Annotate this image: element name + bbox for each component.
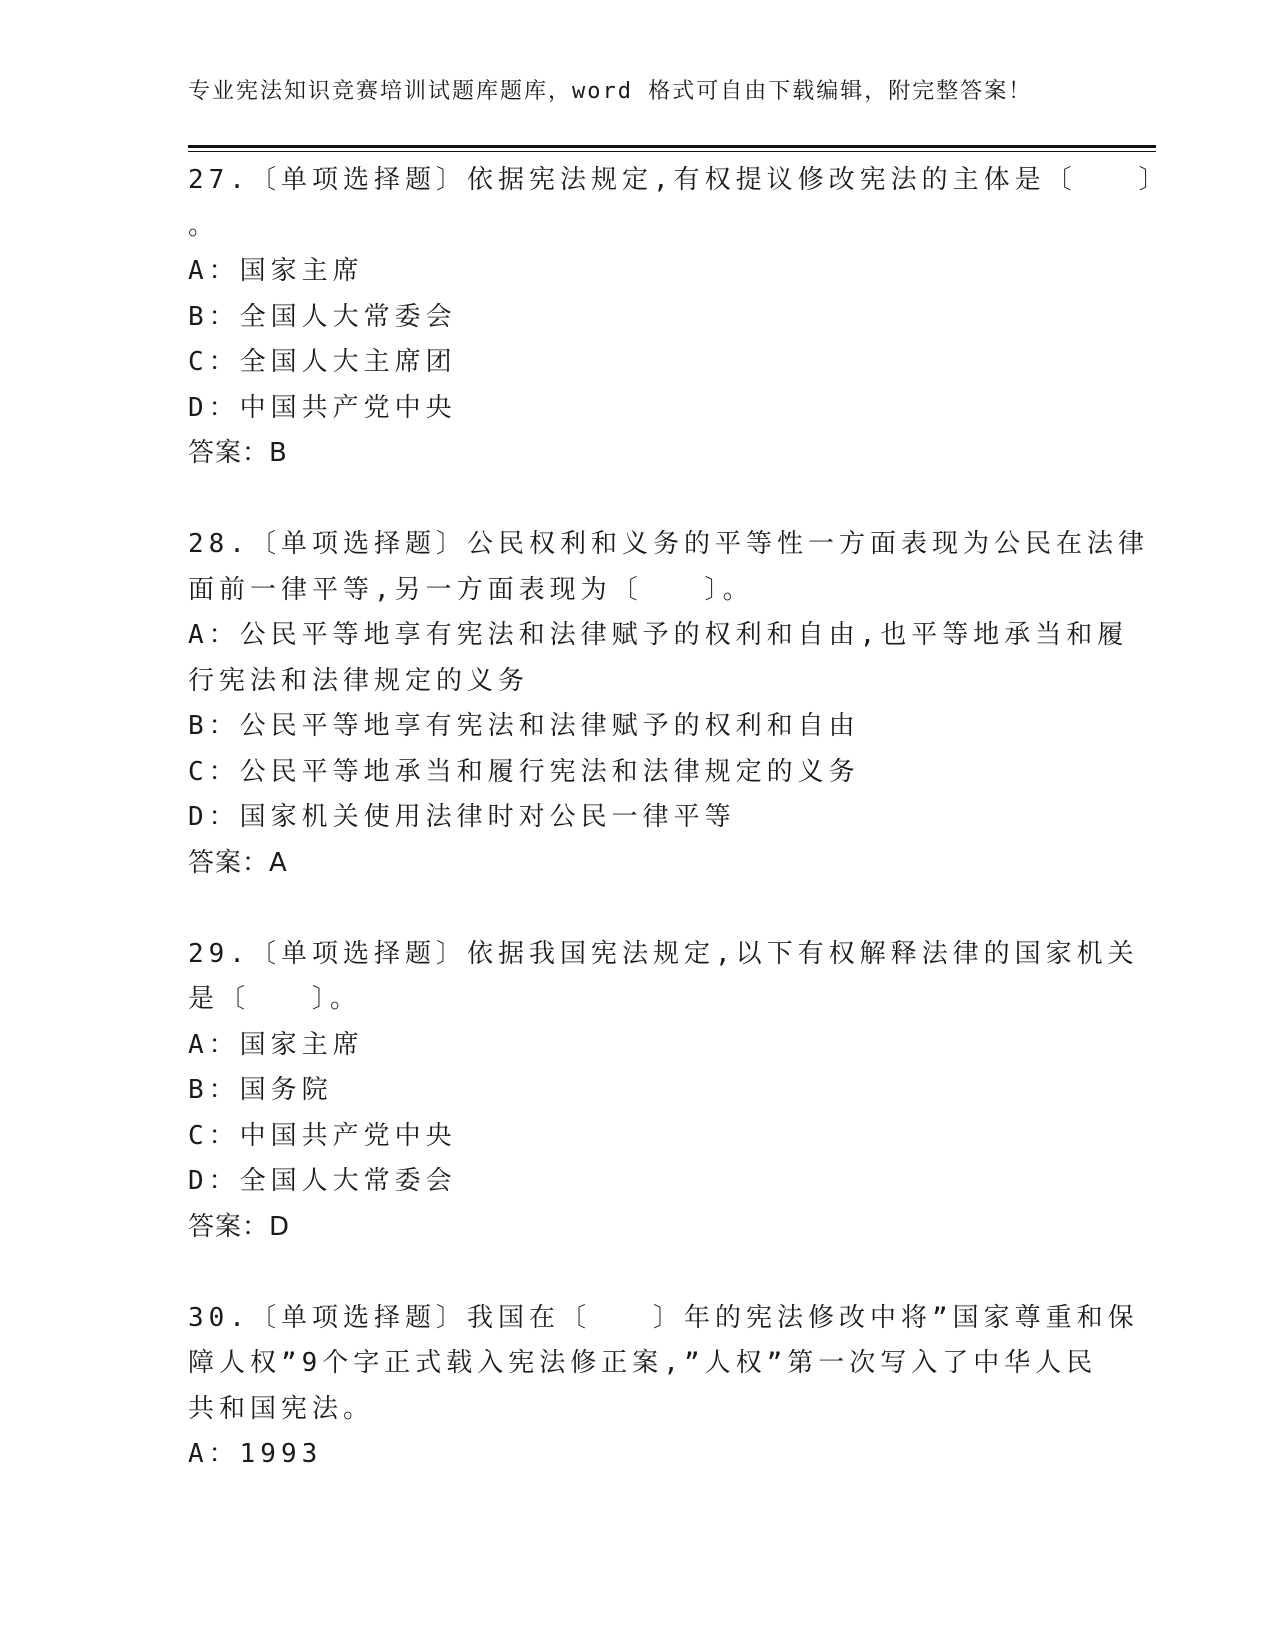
answer-label: 答案：B	[188, 438, 288, 468]
question-stem-line: 面前一律平等,另一方面表现为〔 〕。	[188, 574, 754, 605]
option-d: D：国家机关使用法律时对公民一律平等	[188, 802, 736, 832]
question-stem-line: 30.〔单项选择题〕我国在〔 〕年的宪法修改中将”国家尊重和保	[188, 1302, 1139, 1333]
question-stem-line: 障人权”9个字正式载入宪法修正案,”人权”第一次写入了中华人民	[188, 1348, 1098, 1378]
question-29	[188, 932, 1139, 1251]
question-stem-line: 共和国宪法。	[188, 1393, 375, 1424]
option-b: B：全国人大常委会	[188, 301, 457, 332]
question-stem-line: 是〔 〕。	[188, 984, 362, 1014]
question-stem-line: 28.〔单项选择题〕公民权利和义务的平等性一方面表现为公民在法律	[188, 529, 1149, 559]
option-b: B：国务院	[188, 1075, 333, 1105]
page-header: 专业宪法知识竞赛培训试题库题库，word 格式可自由下载编辑，附完整答案！	[188, 79, 1033, 104]
answer-label: 答案：D	[188, 1211, 291, 1242]
option-b: B：公民平等地享有宪法和法律赋予的权利和自由	[188, 711, 860, 741]
option-a: A：公民平等地享有宪法和法律赋予的权利和自由,也平等地承当和履	[188, 620, 1129, 650]
question-stem-line: 29.〔单项选择题〕依据我国宪法规定,以下有权解释法律的国家机关	[188, 938, 1139, 969]
option-c: C：中国共产党中央	[188, 1120, 457, 1151]
question-stem-line: 27.〔单项选择题〕依据宪法规定,有权提议修改宪法的主体是〔 〕	[188, 165, 1170, 195]
option-c: C：公民平等地承当和履行宪法和法律规定的义务	[188, 756, 860, 787]
header-rule-thick	[188, 145, 1156, 148]
header-rule-thin	[188, 151, 1156, 152]
option-c: C：全国人大主席团	[188, 347, 457, 377]
option-d: D：中国共产党中央	[188, 392, 457, 423]
option-a: A：1993	[188, 1439, 323, 1469]
option-a: A：国家主席	[188, 1029, 364, 1060]
question-30	[188, 1296, 1139, 1478]
question-stem-line: 。	[188, 210, 220, 241]
question-list	[188, 158, 1170, 1478]
option-a-continued: 行宪法和法律规定的义务	[188, 665, 530, 696]
option-a: A：国家主席	[188, 256, 364, 286]
answer-label: 答案：A	[188, 847, 288, 878]
question-28	[188, 522, 1149, 886]
option-d: D：全国人大常委会	[188, 1166, 457, 1196]
question-27	[188, 158, 1170, 477]
